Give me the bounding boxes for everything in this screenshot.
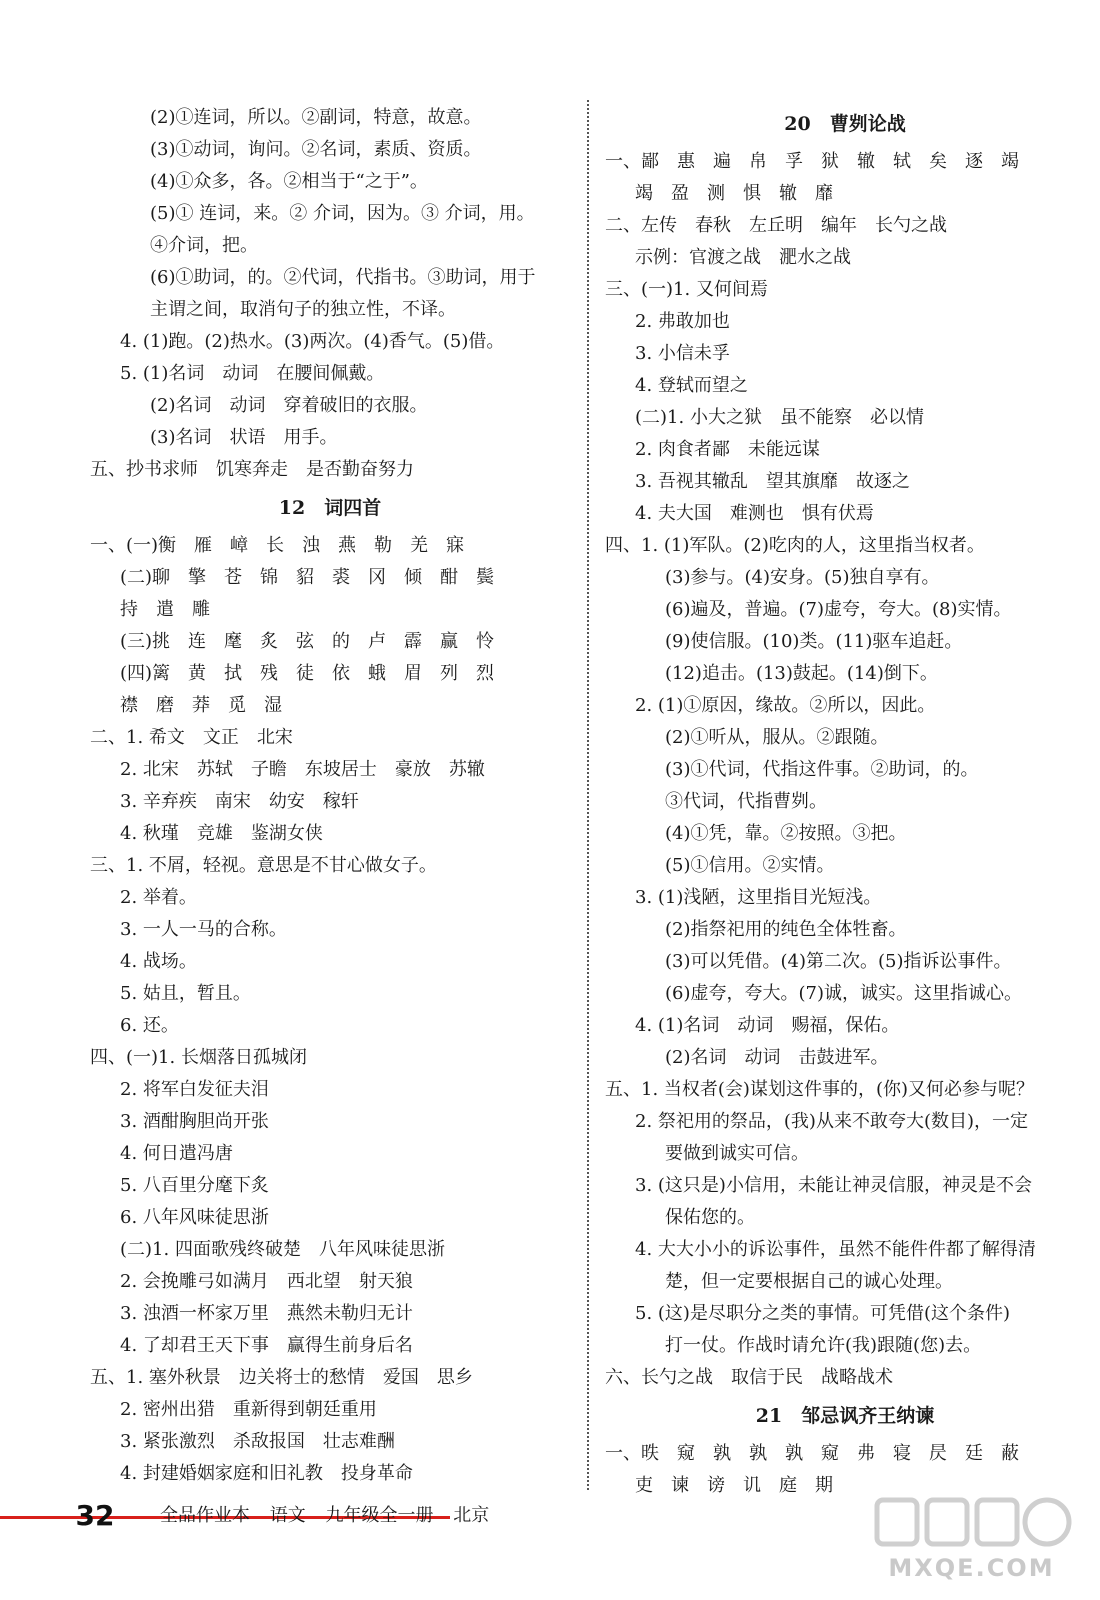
column-divider: [587, 100, 589, 1490]
answer-line: 一、(一)衡 雁 嶂 长 浊 燕 勒 羌 寐: [90, 535, 465, 556]
answer-line: 5. 八百里分麾下炙: [120, 1175, 269, 1196]
answer-line: 二、左传 春秋 左丘明 编年 长勺之战: [605, 215, 947, 236]
answer-line: 3. 紧张激烈 杀敌报国 壮志难酬: [120, 1431, 395, 1452]
grade-label: 九年级全一册: [325, 1505, 434, 1526]
answer-line: 4. (1)跑。(2)热水。(3)两次。(4)香气。(5)借。: [120, 331, 505, 352]
answer-line: 2. 弗敢加也: [635, 311, 730, 332]
answer-line: 五、1. 塞外秋景 边关将士的愁情 爱国 思乡: [90, 1367, 473, 1388]
book-title: 全品作业本: [160, 1505, 250, 1526]
answer-line: 2. 将军白发征夫泪: [120, 1079, 269, 1100]
answer-line: (6)遍及，普遍。(7)虚夸，夸大。(8)实情。: [665, 599, 1012, 620]
answer-line: 4. 夫大国 难测也 惧有伏焉: [635, 503, 874, 524]
answer-line: 3. 酒酣胸胆尚开张: [120, 1111, 269, 1132]
watermark-text: MXQE.COM: [888, 1554, 1055, 1582]
answer-line: 2. (1)①原因，缘故。②所以，因此。: [635, 695, 936, 716]
answer-line: 二、1. 希文 文正 北宋: [90, 727, 293, 748]
answer-line: 3. 吾视其辙乱 望其旗靡 故逐之: [635, 471, 910, 492]
answer-line: (5)① 连词，来。② 介词，因为。③ 介词，用。: [150, 203, 535, 224]
left-answer-column: [90, 102, 570, 1490]
answer-line: 三、(一)1. 又何间焉: [605, 279, 768, 300]
answer-line: (4)①凭，靠。②按照。③把。: [665, 823, 907, 844]
watermark: [869, 1492, 1074, 1592]
answer-line: 打一仗。作战时请允许(我)跟随(您)去。: [665, 1335, 982, 1356]
answer-line: 6. 八年风味徒思浙: [120, 1207, 269, 1228]
answer-line: 四、(一)1. 长烟落日孤城闭: [90, 1047, 307, 1068]
answer-line: (二)1. 小大之狱 虽不能察 必以情: [635, 407, 924, 428]
page-number: 32: [75, 1499, 115, 1532]
answer-line: 吏 谏 谤 讥 庭 期: [635, 1475, 833, 1496]
answer-line: (三)挑 连 麾 炙 弦 的 卢 霹 赢 怜: [120, 631, 495, 652]
answer-line: 4. 战场。: [120, 951, 197, 972]
answer-line: 4. 封建婚姻家庭和旧礼教 投身革命: [120, 1463, 413, 1484]
answer-line: 示例：官渡之战 淝水之战: [635, 247, 851, 268]
answer-line: 五、抄书求师 饥寒奔走 是否勤奋努力: [90, 459, 414, 480]
answer-line: 襟 磨 莽 觅 湿: [120, 695, 282, 716]
answer-line: (2)①连词，所以。②副词，特意，故意。: [150, 107, 482, 128]
answer-line: 2. 会挽雕弓如满月 西北望 射天狼: [120, 1271, 413, 1292]
answer-line: 4. (1)名词 动词 赐福，保佑。: [635, 1015, 900, 1036]
answer-line: 持 遣 雕: [120, 599, 210, 620]
answer-line: 5. 姑且，暂且。: [120, 983, 251, 1004]
answer-line: 4. 秋瑾 竞雄 鉴湖女侠: [120, 823, 323, 844]
answer-line: 竭 盈 测 惧 辙 靡: [635, 183, 833, 204]
answer-line: 4. 登轼而望之: [635, 375, 748, 396]
answer-line: 2. 肉食者鄙 未能远谋: [635, 439, 820, 460]
answer-line: (四)篱 黄 拭 残 徒 依 蛾 眉 列 烈: [120, 663, 495, 684]
answer-line: (3)参与。(4)安身。(5)独自享有。: [665, 567, 940, 588]
right-answer-column: [605, 102, 1085, 1502]
book-info: [160, 1498, 503, 1534]
answer-line: 保佑您的。: [665, 1207, 755, 1228]
edition-label: 北京: [453, 1505, 490, 1526]
answer-line: ③代词，代指曹刿。: [665, 791, 827, 812]
answer-line: 6. 还。: [120, 1015, 179, 1036]
answer-line: 3. 辛弃疾 南宋 幼安 稼轩: [120, 791, 359, 812]
answer-line: 2. 北宋 苏轼 子瞻 东坡居士 豪放 苏辙: [120, 759, 485, 780]
answer-line: 要做到诚实可信。: [665, 1143, 809, 1164]
section-heading: 21 邹忌讽齐王纳谏: [755, 1405, 935, 1427]
answer-line: 4. 了却君王天下事 赢得生前身后名: [120, 1335, 413, 1356]
answer-line: (9)使信服。(10)类。(11)驱车追赶。: [665, 631, 963, 652]
answer-line: 2. 举着。: [120, 887, 197, 908]
section-heading: 20 曹刿论战: [784, 113, 906, 135]
answer-line: 4. 大大小小的诉讼事件，虽然不能件件都了解得清: [635, 1239, 1036, 1260]
answer-line: (2)名词 动词 穿着破旧的衣服。: [150, 395, 428, 416]
answer-line: 5. (1)名词 动词 在腰间佩戴。: [120, 363, 385, 384]
answer-line: 六、长勺之战 取信于民 战略战术: [605, 1367, 893, 1388]
answer-line: 4. 何日遣冯唐: [120, 1143, 233, 1164]
answer-line: (3)名词 状语 用手。: [150, 427, 338, 448]
answer-line: (二)聊 擎 苍 锦 貂 裘 冈 倾 酣 鬓: [120, 567, 495, 588]
watermark-logo-icon: [869, 1492, 1074, 1552]
answer-line: 主谓之间，取消句子的独立性，不译。: [150, 299, 456, 320]
answer-line: (3)①动词，询问。②名词，素质、资质。: [150, 139, 482, 160]
answer-line: 3. 浊酒一杯家万里 燕然未勒归无计: [120, 1303, 413, 1324]
answer-line: ④介词，把。: [150, 235, 258, 256]
answer-line: (4)①众多，各。②相当于“之于”。: [150, 171, 428, 192]
answer-line: 3. (这只是)小信用，未能让神灵信服，神灵是不会: [635, 1175, 1032, 1196]
answer-line: 四、1. (1)军队。(2)吃肉的人，这里指当权者。: [605, 535, 985, 556]
page-footer: [0, 1492, 1100, 1600]
answer-line: 3. 小信未孚: [635, 343, 730, 364]
answer-line: (2)①听从，服从。②跟随。: [665, 727, 889, 748]
answer-line: (6)①助词，的。②代词，代指书。③助词，用于: [150, 267, 536, 288]
subject-label: 语文: [269, 1505, 306, 1526]
section-heading: 12 词四首: [278, 497, 382, 519]
answer-line: (12)追击。(13)鼓起。(14)倒下。: [665, 663, 938, 684]
answer-line: 3. (1)浅陋，这里指目光短浅。: [635, 887, 882, 908]
answer-line: 2. 密州出猎 重新得到朝廷重用: [120, 1399, 377, 1420]
answer-line: 5. (这)是尽职分之类的事情。可凭借(这个条件): [635, 1303, 1010, 1324]
answer-line: 五、1. 当权者(会)谋划这件事的，(你)又何必参与呢？: [605, 1079, 1034, 1100]
answer-line: 一、鄙 惠 遍 帛 孚 狱 辙 轼 矣 逐 竭: [605, 151, 1019, 172]
answer-line: (6)虚夸，夸大。(7)诚，诚实。这里指诚心。: [665, 983, 1022, 1004]
answer-line: (3)①代词，代指这件事。②助词，的。: [665, 759, 979, 780]
answer-line: (5)①信用。②实情。: [665, 855, 835, 876]
answer-line: 一、昳 窥 孰 孰 孰 窥 弗 寝 昃 廷 蔽: [605, 1443, 1019, 1464]
answer-line: 三、1. 不屑，轻视。意思是不甘心做女子。: [90, 855, 437, 876]
answer-line: 3. 一人一马的合称。: [120, 919, 287, 940]
answer-line: (2)名词 动词 击鼓进军。: [665, 1047, 889, 1068]
answer-line: 楚，但一定要根据自己的诚心处理。: [665, 1271, 953, 1292]
answer-line: (二)1. 四面歌残终破楚 八年风味徒思浙: [120, 1239, 445, 1260]
answer-line: (2)指祭祀用的纯色全体牲畜。: [665, 919, 907, 940]
answer-line: 2. 祭祀用的祭品，(我)从来不敢夸大(数目)，一定: [635, 1111, 1028, 1132]
answer-line: (3)可以凭借。(4)第二次。(5)指诉讼事件。: [665, 951, 1012, 972]
